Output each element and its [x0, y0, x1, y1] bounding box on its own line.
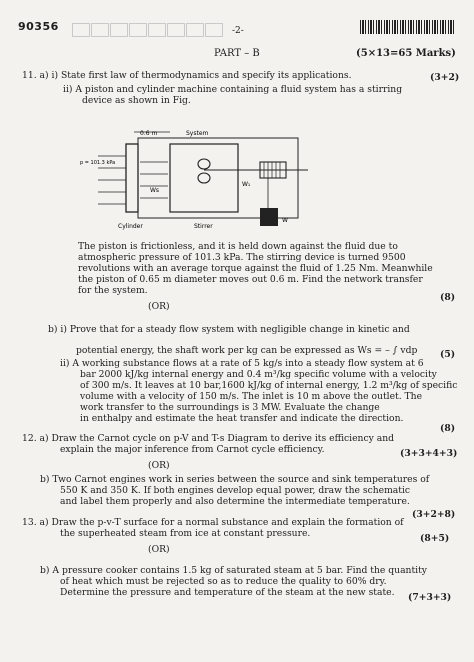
text-line-q11m1: (3+2) — [430, 72, 460, 83]
text-line-c2: bar 2000 kJ/kg internal energy and 0.4 m³/kg specific volume with a velocity — [80, 369, 437, 380]
text-line-c3: of 300 m/s. It leaves at 10 bar,1600 kJ/kg of internal energy, 1.2 m³/kg of specific — [80, 380, 458, 391]
text-line-p1: The piston is frictionless, and it is held down against the fluid due to — [78, 241, 398, 252]
page-number: -2- — [232, 26, 244, 36]
text-line-q12am: (3+3+4+3) — [400, 448, 458, 459]
text-line-q12b3: and label them properly and also determine the intermediate temperature. — [60, 496, 410, 507]
text-line-c6m: (8) — [440, 423, 456, 434]
dimension-label: 0.6 m — [140, 130, 158, 137]
stirrer-label: Stirrer — [194, 223, 213, 230]
text-line-q13bm: (7+3+3) — [408, 592, 452, 603]
text-line-or3: (OR) — [148, 544, 170, 555]
text-line-q12bm: (3+2+8) — [412, 509, 456, 520]
text-line-q12b1: b) Two Carnot engines work in series between the source and sink temperatures of — [40, 474, 430, 485]
piston-cylinder-figure — [78, 126, 330, 236]
text-line-q13b1: b) A pressure cooker contains 1.5 kg of saturated steam at 5 bar. Find the quantity — [40, 565, 427, 576]
text-line-q12b2: 550 K and 350 K. If both engines develop equal power, draw the schematic — [60, 485, 411, 496]
text-line-c6: in enthalpy and estimate the heat transfer and indicate the direction. — [80, 413, 404, 424]
pressure-label: p = 101.3 kPa — [80, 160, 116, 166]
system-label: System — [186, 130, 209, 137]
text-line-c4: volume with a velocity of 150 m/s. The inlet is 10 m above the outlet. The — [80, 391, 423, 402]
text-line-q12a: 12. a) Draw the Carnot cycle on p-V and T-s Diagram to derive its efficiency and — [22, 433, 395, 444]
text-line-b2m: (5) — [440, 349, 456, 360]
text-line-p4: the piston of 0.65 m diameter moves out 0.6 m. Find the network transfer — [78, 274, 423, 285]
part-heading: PART – B — [214, 48, 260, 59]
text-line-or1: (OR) — [148, 301, 170, 312]
barcode-icon — [360, 20, 456, 34]
text-line-b2: potential energy, the shaft work per kg can be expressed as Ws = – ∫ vdp — [76, 345, 418, 356]
text-line-p3: revolutions with an average torque against the fluid of 1.25 Nm. Meanwhile — [78, 263, 433, 274]
text-line-q12a2: explain the major inference from Carnot cycle efficiency. — [60, 444, 325, 455]
ws-label: Ws — [150, 187, 160, 194]
text-line-p5m: (8) — [440, 292, 456, 303]
text-line-b1: b) i) Prove that for a steady flow system with negligible change in kinetic and — [48, 324, 410, 335]
paper-code: 90356 — [18, 20, 59, 33]
text-line-q11ii2: device as shown in Fig. — [82, 95, 191, 106]
text-line-c1: ii) A working substance flows at a rate of 5 kg/s into a steady flow system at 6 — [60, 358, 424, 369]
text-line-p2: atmospheric pressure of 101.3 kPa. The stirring device is turned 9500 — [78, 252, 406, 263]
text-line-q13a2: the superheated steam from ice at constant pressure. — [60, 528, 311, 539]
text-line-q13b3: Determine the pressure and temperature of the steam at the new state. — [60, 587, 395, 598]
weight-label: W — [282, 217, 288, 224]
text-line-q11ii1: ii) A piston and cylinder machine containing a fluid system has a stirring — [63, 84, 403, 95]
text-line-q13b2: of heat which must be rejected so as to reduce the quality to 60% dry. — [60, 576, 387, 587]
register-number-boxes — [72, 22, 224, 41]
text-line-q11: 11. a) i) State first law of thermodynamics and specify its applications. — [22, 70, 352, 81]
text-line-q13am: (8+5) — [420, 533, 450, 544]
cylinder-label: Cylinder — [118, 223, 143, 230]
text-line-c5: work transfer to the surroundings is 3 MW. Evaluate the change — [80, 402, 380, 413]
piston-cylinder-diagram — [78, 126, 330, 236]
text-line-or2: (OR) — [148, 460, 170, 471]
part-marks: (5×13=65 Marks) — [356, 48, 456, 59]
w1-label: W₁ — [242, 181, 251, 188]
text-line-q13a1: 13. a) Draw the p-v-T surface for a normal substance and explain the formation of — [22, 517, 404, 528]
text-line-p5: for the system. — [78, 285, 148, 296]
